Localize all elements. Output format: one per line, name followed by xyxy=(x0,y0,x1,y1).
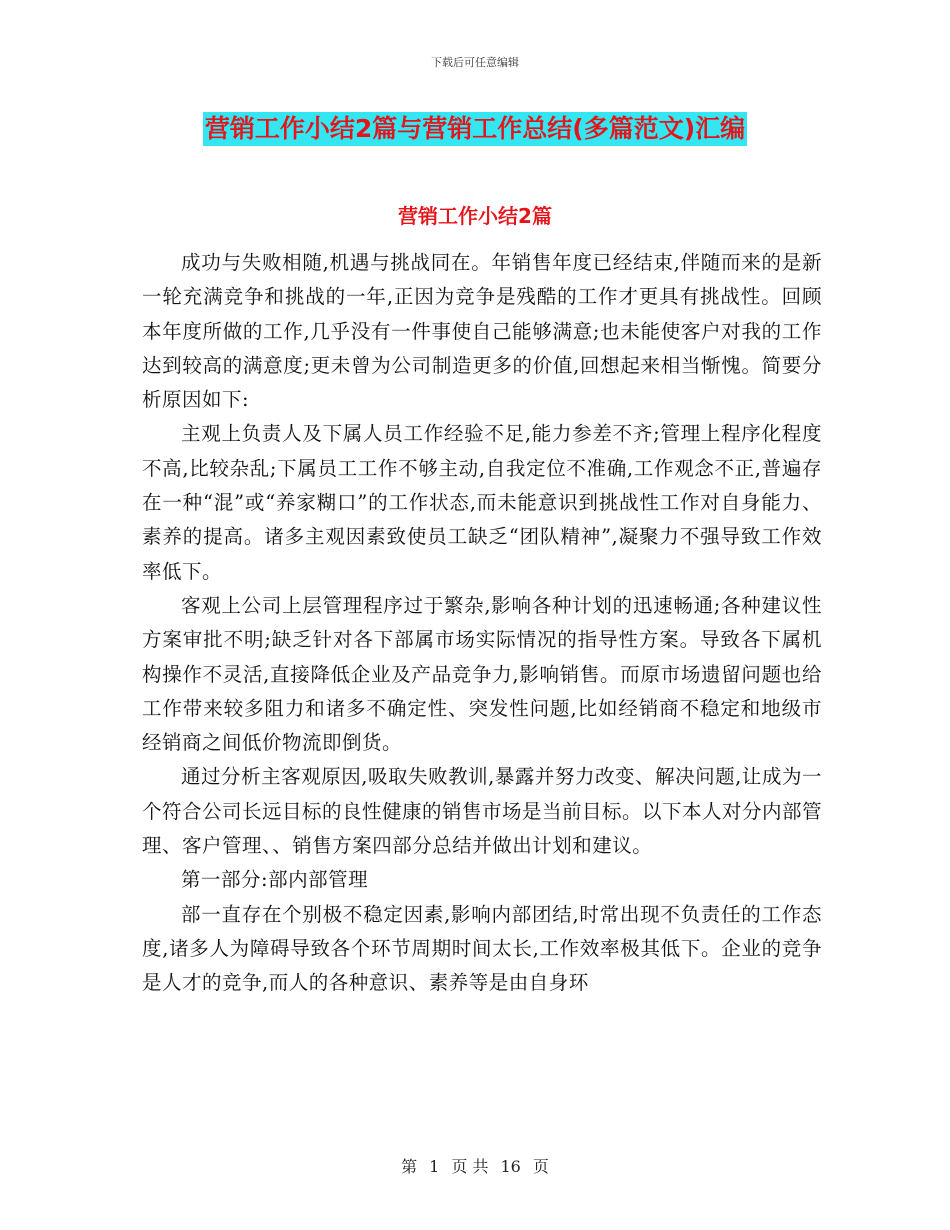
page-label-suffix: 页 xyxy=(532,1157,549,1176)
page-footer xyxy=(0,1154,950,1177)
header-note: 下载后可任意编辑 xyxy=(431,56,519,69)
paragraph: 成功与失败相随,机遇与挑战同在。年销售年度已经结束,伴随而来的是新一轮充满竞争和挑战的一年,正因为竞争是残酷的工作才更具有挑战性。回顾本年度所做的工作,几乎没有一件事使自己能够满意;也未能使客户对我的工作达到较高的满意度;更未曾为公司制造更多的价值,回想起来相当惭愧。简要分析原因如下: xyxy=(142,251,822,412)
paragraph: 通过分析主客观原因,吸取失败教训,暴露并努力改变、解决问题,让成为一个符合公司长远目标的良性健康的销售市场是当前目标。以下本人对分内部管理、客户管理、、销售方案四部分总结并做出计划和建议。 xyxy=(142,765,823,858)
document-title xyxy=(0,112,950,146)
total-pages: 16 xyxy=(500,1157,521,1176)
paragraph: 主观上负责人及下属人员工作经验不足,能力参差不齐;管理上程序化程度不高,比较杂乱;下属员工工作不够主动,自我定位不准确,工作观念不正,普遍存在一种“混”或“养家糊口”的工作状态,而未能意识到挑战性工作对自身能力、素养的提高。诸多主观因素致使员工缺乏“团队精神”,凝聚力不强导致工作效率低下。 xyxy=(142,422,822,583)
section-title: 营销工作小结2篇 xyxy=(398,204,552,228)
paragraph: 第一部分:部内部管理 xyxy=(181,868,369,892)
page-number: 1 xyxy=(429,1157,440,1176)
paragraph: 部一直存在个别极不稳定因素,影响内部团结,时常出现不负责任的工作态度,诸多人为障碍导致各个环节周期时间太长,工作效率极其低下。企业的竞争是人才的竞争,而人的各种意识、素养等是由自身环 xyxy=(142,902,822,995)
paragraph: 客观上公司上层管理程序过于繁杂,影响各种计划的迅速畅通;各种建议性方案审批不明;缺乏针对各下部属市场实际情况的指导性方案。导致各下属机构操作不灵活,直接降低企业及产品竞争力,影响销售。而原市场遗留问题也给工作带来较多阻力和诸多不确定性、突发性问题,比如经销商不稳定和地级市经销商之间低价物流即倒货。 xyxy=(142,593,822,755)
page-label-prefix: 第 xyxy=(401,1157,418,1176)
document-body xyxy=(142,246,822,1001)
document-title-text: 营销工作小结2篇与营销工作总结(多篇范文)汇编 xyxy=(203,112,747,146)
page-label-mid: 页 共 xyxy=(451,1157,489,1176)
